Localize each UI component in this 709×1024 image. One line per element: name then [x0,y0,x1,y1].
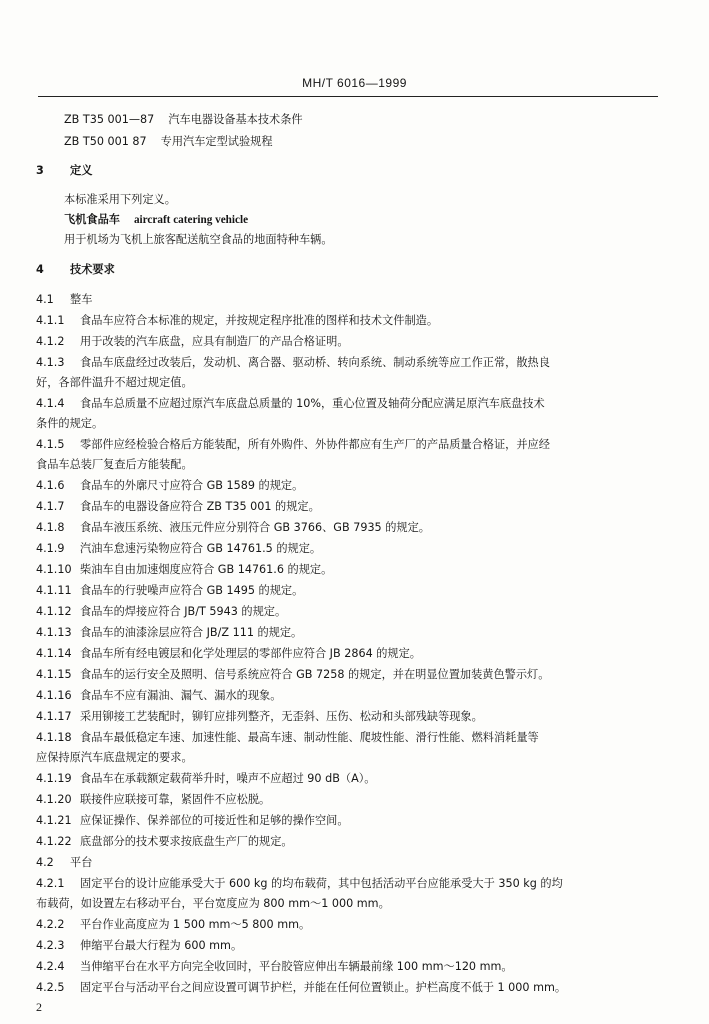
clause-4-1-6: 4.1.6 食品车的外廓尺寸应符合 GB 1589 的规定。 [36,479,304,492]
clause-4-1-8: 4.1.8 食品车液压系统、液压元件应分别符合 GB 3766、GB 7935 的规定。 [36,521,430,534]
clause-4-2-2: 4.2.2 平台作业高度应为 1 500 mm～5 800 mm。 [36,918,311,931]
clause-4-1-12: 4.1.12 食品车的焊接应符合 JB/T 5943 的规定。 [36,605,287,618]
clause-4-1-15: 4.1.15 食品车的运行安全及照明、信号系统应符合 GB 7258 的规定，并在明显位置加装黄色警示灯。 [36,668,550,681]
section-3-intro: 本标准采用下列定义。 [64,193,176,206]
clause-4-1-22: 4.1.22 底盘部分的技术要求按底盘生产厂的规定。 [36,835,293,848]
clause-4-1-3: 4.1.3 食品车底盘经过改装后，发动机、离合器、驱动桥、转向系统、制动系统等应工作正常，散热良 [36,356,550,369]
clause-4-1-1: 4.1.1 食品车应符合本标准的规定，并按规定程序批准的图样和技术文件制造。 [36,314,439,327]
clause-4-1-9: 4.1.9 汽油车怠速污染物应符合 GB 14761.5 的规定。 [36,542,322,555]
clause-4-2-1-continued: 布载荷，如设置左右移动平台，平台宽度应为 800 mm～1 000 mm。 [36,897,390,910]
clause-4-2-5-number: 4.2.5 [36,981,65,994]
clause-4-1-18: 4.1.18 食品车最低稳定车速、加速性能、最高车速、制动性能、爬坡性能、滑行性能、燃料消耗量等 [36,731,539,744]
clause-4-1-18-continued: 应保持原汽车底盘规定的要求。 [36,751,193,764]
clause-4-2-3: 4.2.3 伸缩平台最大行程为 600 mm。 [36,939,243,952]
clause-4-2-5-text: 固定平台与活动平台之间应设置可调节护栏，并能在任何位置锁止。护栏高度不低于 1 000 mm。 [80,981,567,994]
clause-4-1-19: 4.1.19 食品车在承载额定载荷举升时，噪声不应超过 90 dB（A）。 [36,772,376,785]
clause-4-2-4: 4.2.4 当伸缩平台在水平方向完全收回时，平台胶管应伸出车辆最前缘 100 mm～120 mm。 [36,960,513,973]
section-4-heading: 4 技术要求 [36,263,115,276]
clause-4-1-14: 4.1.14 食品车所有经电镀层和化学处理层的零部件应符合 JB 2864 的规定。 [36,647,421,660]
clause-4-1-11: 4.1.11 食品车的行驶噪声应符合 GB 1495 的规定。 [36,584,304,597]
page-number: 2 [36,1000,42,1014]
section-4-2-heading: 4.2 平台 [36,856,93,869]
reference-item [64,112,660,128]
term-definition: 用于机场为飞机上旅客配送航空食品的地面特种车辆。 [64,233,333,246]
clause-4-1-13: 4.1.13 食品车的油漆涂层应符合 JB/Z 111 的规定。 [36,626,303,639]
standard-code-header: MH/T 6016—1999 [302,76,407,90]
clause-4-2-1: 4.2.1 固定平台的设计应能承受大于 600 kg 的均布载荷，其中包括活动平台应能承受大于 350 kg 的均 [36,877,563,890]
clause-4-1-17: 4.1.17 采用铆接工艺装配时，铆钉应排列整齐，无歪斜、压伤、松动和头部残缺等现象。 [36,710,483,723]
clause-4-1-3-continued: 好，各部件温升不超过规定值。 [36,376,193,389]
term-chinese: 飞机食品车 [64,213,120,226]
reference-code: ZB T35 001—87 [64,113,155,126]
clause-4-1-10: 4.1.10 柴油车自由加速烟度应符合 GB 14761.6 的规定。 [36,563,333,576]
clause-4-1-4: 4.1.4 食品车总质量不应超过原汽车底盘总质量的 10%，重心位置及轴荷分配应满足原汽车底盘技术 [36,397,545,410]
section-4-1-heading: 4.1 整车 [36,293,93,306]
section-3-heading: 3 定义 [36,164,93,177]
clause-4-1-16: 4.1.16 食品车不应有漏油、漏气、漏水的现象。 [36,689,282,702]
clause-4-1-5-continued: 食品车总装厂复查后方能装配。 [36,458,193,471]
clause-4-1-21: 4.1.21 应保证操作、保养部位的可接近性和足够的操作空间。 [36,814,349,827]
clause-4-1-4-continued: 条件的规定。 [36,417,104,430]
reference-title: 汽车电器设备基本技术条件 [168,113,303,126]
clause-4-1-2: 4.1.2 用于改装的汽车底盘，应具有制造厂的产品合格证明。 [36,335,349,348]
term-english: aircraft catering vehicle [133,214,249,226]
header-rule [38,96,658,97]
reference-code: ZB T50 001 87 [64,135,147,148]
clause-4-1-5: 4.1.5 零部件应经检验合格后方能装配，所有外购件、外协件都应有生产厂的产品质量合格证，并应经 [36,438,550,451]
reference-item [64,134,660,150]
clause-4-1-20: 4.1.20 联接件应联接可靠，紧固件不应松脱。 [36,793,271,806]
reference-title: 专用汽车定型试验规程 [160,135,273,148]
term-line [64,212,660,228]
clause-4-1-7: 4.1.7 食品车的电器设备应符合 ZB T35 001 的规定。 [36,500,320,513]
